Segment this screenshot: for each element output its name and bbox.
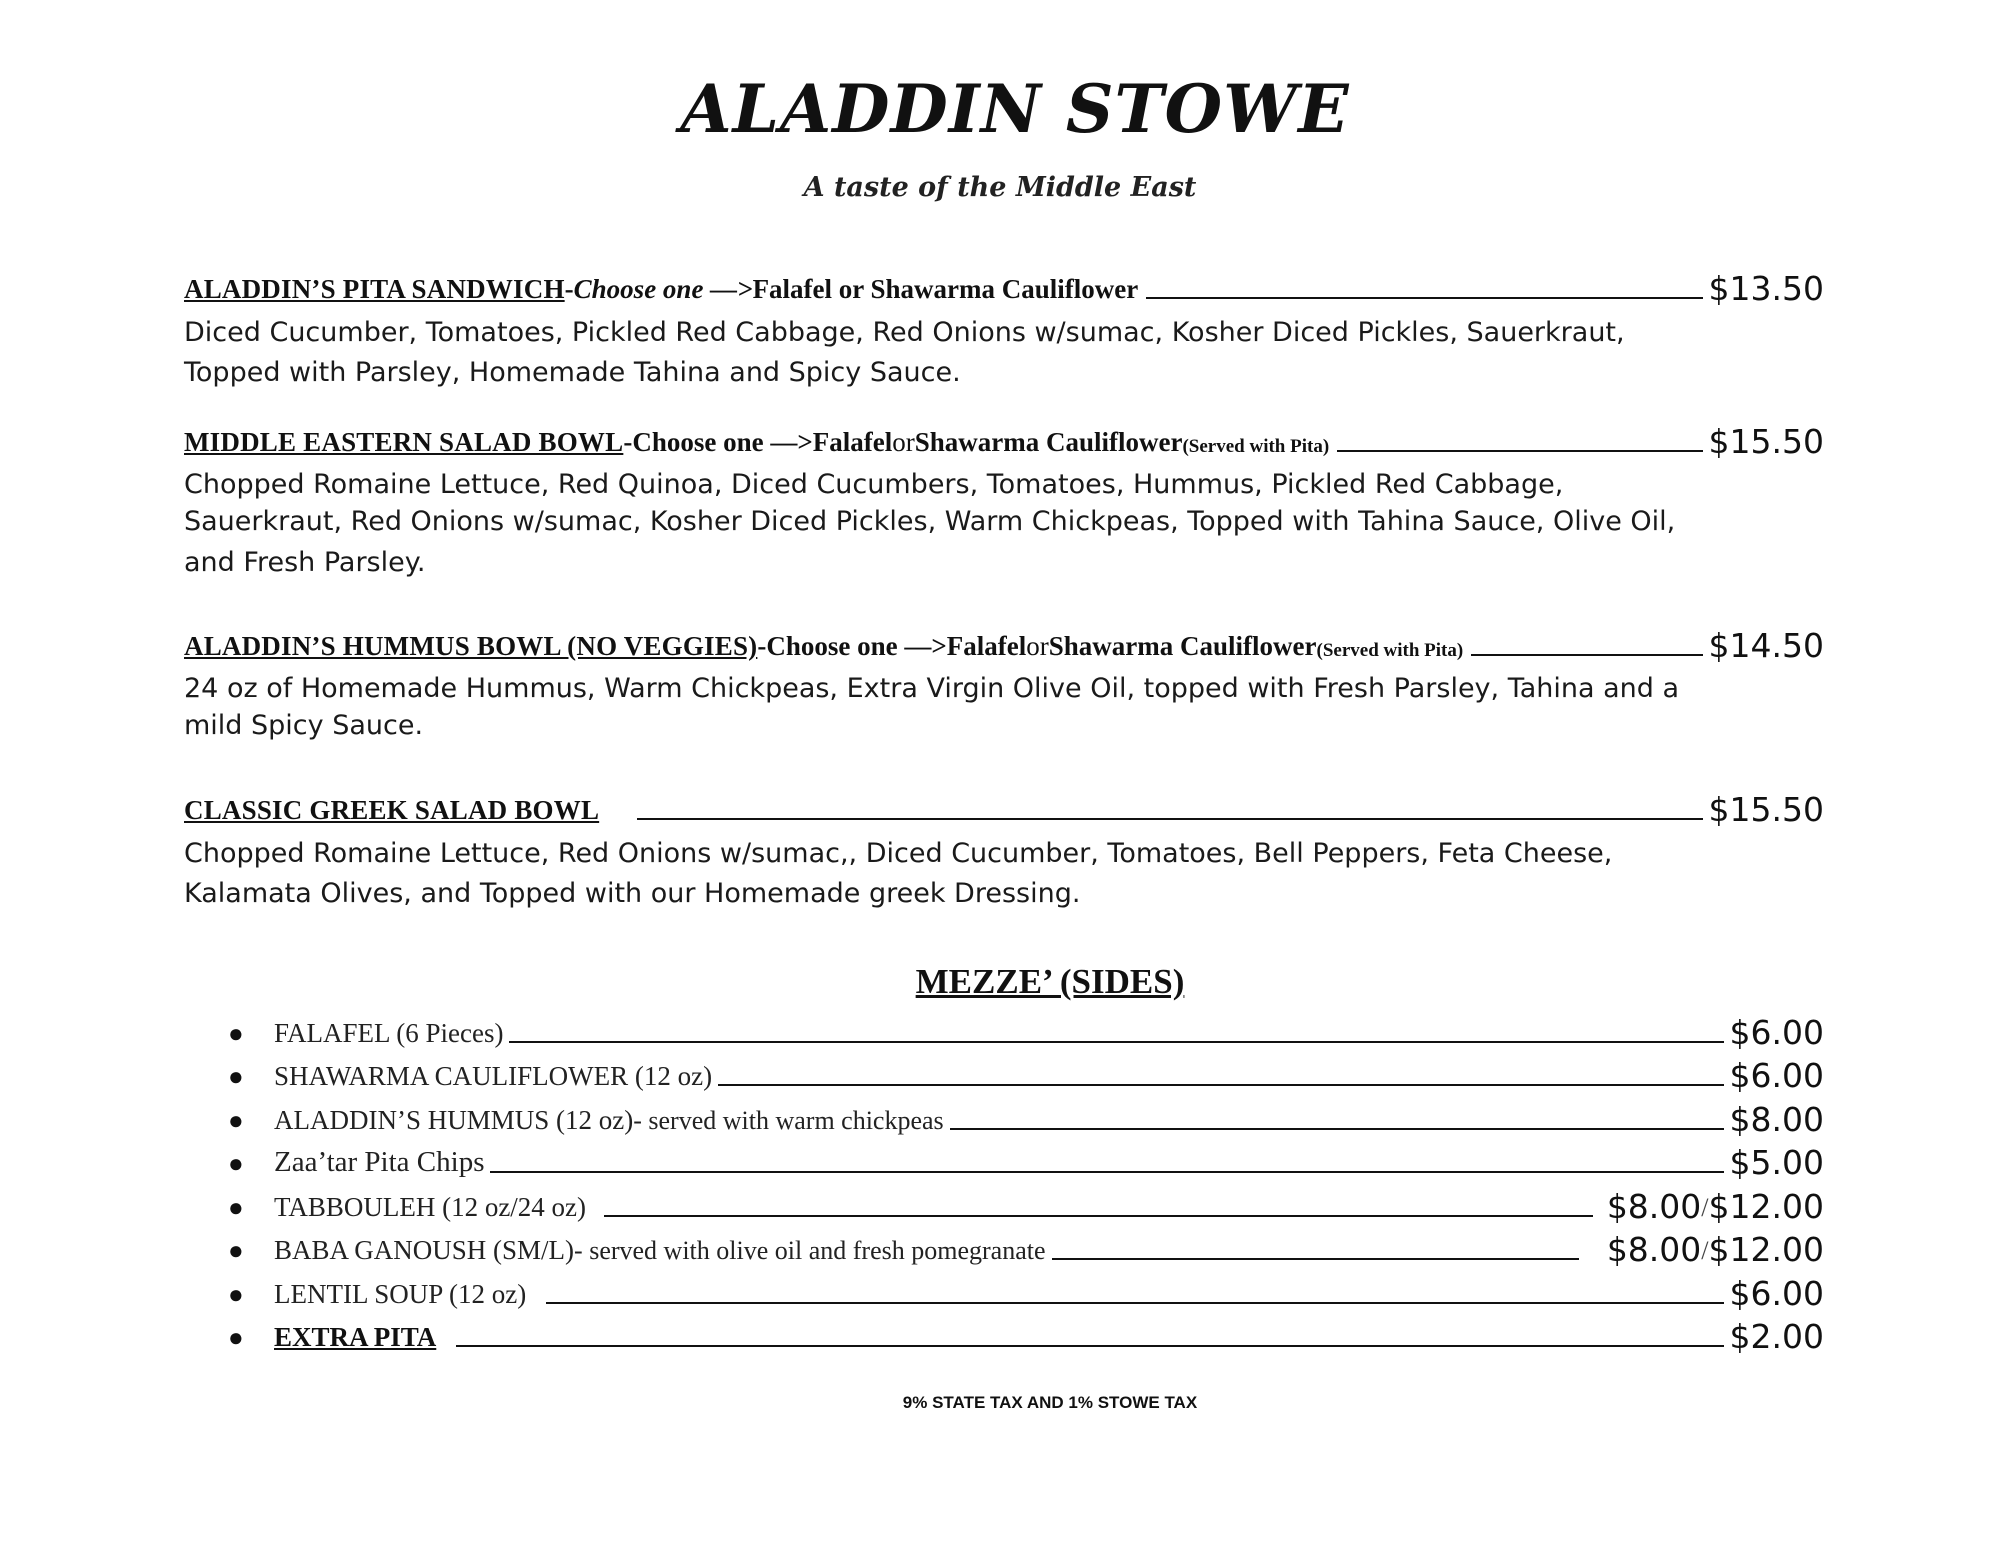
item-price: $14.50 <box>1708 626 1824 665</box>
list-item <box>228 1266 1824 1313</box>
item-description <box>184 834 1824 914</box>
bullet-icon: ● <box>228 1279 244 1309</box>
item-description <box>184 313 1824 393</box>
menu-item-header <box>184 626 1824 665</box>
item-or: or <box>892 427 915 457</box>
description-line: Chopped Romaine Lettuce, Red Quinoa, Diced Cucumbers, Tomatoes, Hummus, Pickled Red Cabbage, <box>184 469 1564 500</box>
side-price: $8.00 <box>1729 1099 1824 1139</box>
list-item <box>228 1223 1824 1267</box>
side-name: SHAWARMA CAULIFLOWER (12 oz) <box>274 1061 713 1091</box>
price-leader <box>1146 297 1702 299</box>
item-or: or <box>1026 631 1049 661</box>
menu-item-header <box>184 269 1824 308</box>
price-leader <box>604 1215 1593 1217</box>
side-name: TABBOULEH (12 oz/24 oz) <box>274 1191 587 1222</box>
menu-item-header <box>184 790 1824 829</box>
item-price: $15.50 <box>1708 790 1824 829</box>
menu-item-hummus-bowl <box>184 626 1824 744</box>
item-dash: - <box>564 274 574 304</box>
side-price-large: $12.00 <box>1708 1186 1824 1226</box>
description-line: Topped with Parsley, Homemade Tahina and Spicy Sauce. <box>184 357 961 388</box>
menu-item-salad-bowl <box>184 422 1824 581</box>
price-leader <box>1471 654 1702 656</box>
side-name: FALAFEL (6 Pieces) <box>274 1017 504 1048</box>
price-separator: / <box>1701 1236 1709 1265</box>
item-dash: - <box>757 631 767 661</box>
side-price-large: $12.00 <box>1708 1230 1824 1269</box>
sides-list <box>228 1005 1824 1356</box>
side-note: - served with olive oil and fresh pomegranate <box>574 1236 1046 1265</box>
menu-item-greek-salad <box>184 790 1824 914</box>
side-price-small: $8.00 <box>1606 1230 1702 1269</box>
list-item <box>228 1310 1824 1354</box>
description-line: Kalamata Olives, and Topped with our Homemade greek Dressing. <box>184 878 1081 909</box>
mezze-section-title: MEZZE’ (SIDES) <box>915 962 1185 1001</box>
list-item <box>228 1049 1824 1093</box>
description-line: and Fresh Parsley. <box>184 547 426 578</box>
bullet-icon: ● <box>228 1192 244 1222</box>
item-dash: - <box>623 427 633 457</box>
side-price: $6.00 <box>1729 1012 1824 1052</box>
item-choose-label: Choose one —> <box>632 427 813 457</box>
side-price: $6.00 <box>1729 1056 1824 1095</box>
description-line: Chopped Romaine Lettuce, Red Onions w/sumac,, Diced Cucumber, Tomatoes, Bell Peppers, Feta Cheese, <box>184 838 1613 869</box>
price-leader <box>456 1345 1723 1347</box>
list-item <box>228 1179 1824 1226</box>
price-leader <box>950 1128 1724 1130</box>
item-option-a: Falafel <box>812 427 893 457</box>
list-item <box>228 1005 1824 1052</box>
side-note: - served with warm chickpeas <box>633 1105 944 1135</box>
bullet-icon: ● <box>228 1018 244 1048</box>
bullet-icon: ● <box>228 1323 244 1352</box>
tax-note: 9% STATE TAX AND 1% STOWE TAX <box>902 1393 1198 1412</box>
item-choose-label: Choose one —> <box>573 274 753 304</box>
description-line: Diced Cucumber, Tomatoes, Pickled Red Cabbage, Red Onions w/sumac, Kosher Diced Pickles, Sauerkraut, <box>184 317 1625 348</box>
description-line: Sauerkraut, Red Onions w/sumac, Kosher Diced Pickles, Warm Chickpeas, Topped with Tahina Sauce, Olive Oil, <box>184 506 1676 537</box>
list-item <box>228 1136 1824 1180</box>
side-price-small: $8.00 <box>1606 1186 1702 1226</box>
side-price: $6.00 <box>1729 1273 1824 1313</box>
bullet-icon: ● <box>228 1105 244 1135</box>
bullet-icon: ● <box>228 1062 244 1091</box>
price-leader <box>1052 1258 1579 1260</box>
restaurant-title: ALADDIN STOWE <box>680 70 1350 148</box>
side-price: $2.00 <box>1729 1317 1824 1356</box>
item-description <box>184 670 1824 744</box>
price-leader <box>546 1302 1723 1304</box>
item-price: $15.50 <box>1708 422 1824 461</box>
price-leader <box>1337 450 1702 452</box>
side-name: LENTIL SOUP (12 oz) <box>274 1278 527 1309</box>
bullet-icon: ● <box>228 1149 244 1178</box>
item-option-b: Shawarma Cauliflower <box>914 427 1183 457</box>
description-line: mild Spicy Sauce. <box>184 710 424 741</box>
item-name: MIDDLE EASTERN SALAD BOWL <box>184 427 624 457</box>
side-name: ALADDIN’S HUMMUS (12 oz) <box>274 1104 634 1135</box>
price-leader <box>490 1171 1723 1173</box>
bullet-icon: ● <box>228 1236 244 1265</box>
side-name: Zaa’tar Pita Chips <box>274 1146 485 1178</box>
item-note: (Served with Pita) <box>1182 436 1330 457</box>
item-name: CLASSIC GREEK SALAD BOWL <box>184 795 600 825</box>
list-item <box>228 1092 1824 1139</box>
side-price: $5.00 <box>1729 1143 1824 1182</box>
side-name: BABA GANOUSH (SM/L) <box>274 1235 575 1265</box>
item-name: ALADDIN’S HUMMUS BOWL (NO VEGGIES) <box>184 631 758 661</box>
price-leader <box>718 1084 1723 1086</box>
restaurant-tagline: A taste of the Middle East <box>803 172 1197 203</box>
description-line: 24 oz of Homemade Hummus, Warm Chickpeas, Extra Virgin Olive Oil, topped with Fresh Parsley, Tahina and a <box>184 673 1680 704</box>
side-name: EXTRA PITA <box>274 1322 437 1352</box>
item-note: (Served with Pita) <box>1316 640 1464 661</box>
price-separator: / <box>1701 1192 1709 1222</box>
item-choose-label: Choose one —> <box>766 631 947 661</box>
menu-item-header <box>184 422 1824 461</box>
item-name: ALADDIN’S PITA SANDWICH <box>184 274 565 304</box>
item-option-a: Falafel <box>946 631 1027 661</box>
item-description <box>184 466 1824 581</box>
price-leader <box>509 1041 1723 1043</box>
item-options: Falafel or Shawarma Cauliflower <box>752 274 1139 304</box>
price-leader <box>637 818 1702 820</box>
menu-item-pita-sandwich <box>184 269 1824 393</box>
item-price: $13.50 <box>1708 269 1824 308</box>
item-option-b: Shawarma Cauliflower <box>1048 631 1317 661</box>
